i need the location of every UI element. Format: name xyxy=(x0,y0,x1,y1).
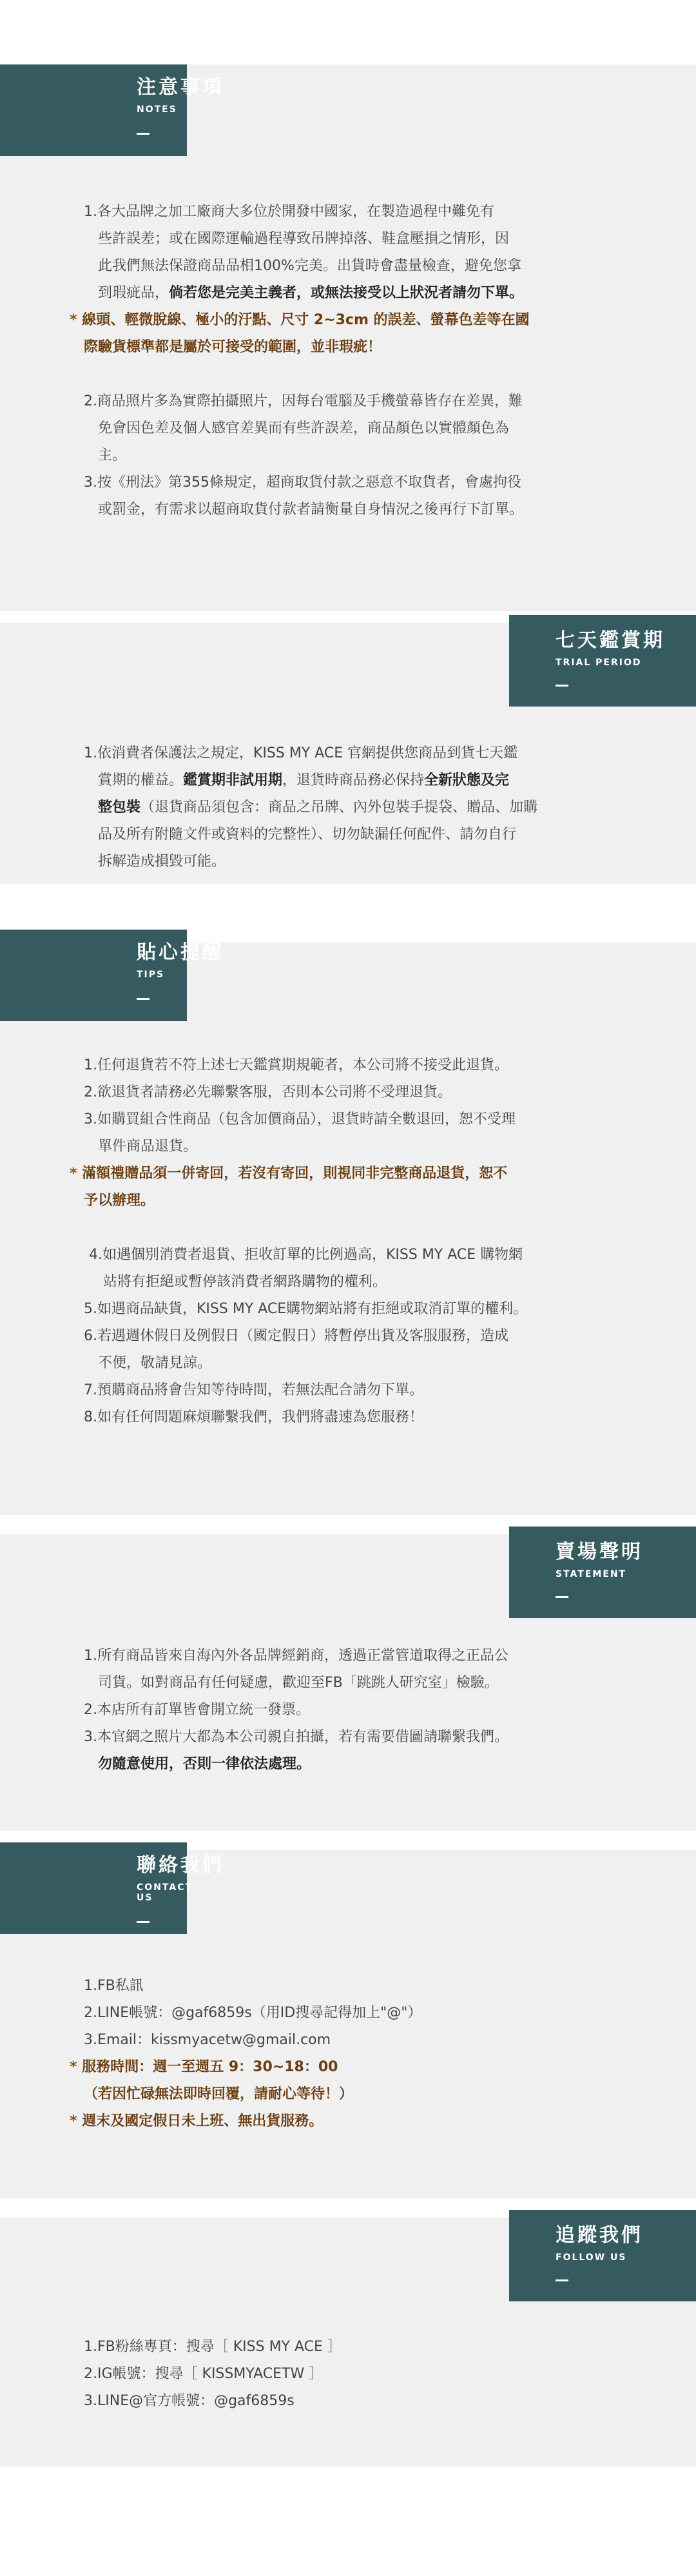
tips-line: 7.預購商品將會告知等待時間，若無法配合請勿下單。 xyxy=(84,1382,423,1398)
tips-section xyxy=(0,942,696,1515)
follow-line: 3.LINE@官方帳號：@gaf6859s xyxy=(84,2393,295,2409)
spacer xyxy=(84,1215,619,1242)
notes-dash xyxy=(137,133,150,135)
tips-dash xyxy=(137,998,150,1000)
notes-warning xyxy=(70,307,619,334)
contact-content xyxy=(70,1973,619,2135)
notes-warning-line: 線頭、輕微脫線、極小的汙點、尺寸 2~3cm 的誤差、螢幕色差等在國 xyxy=(82,312,530,328)
trial-text: ，退貨時商品務必保持 xyxy=(282,772,425,788)
trial-bold: 全新狀態及完 xyxy=(424,772,510,788)
contact-weekend xyxy=(70,2108,619,2135)
follow-subtitle: FOLLOW US xyxy=(556,2252,627,2263)
tips-line: 單件商品退貨。 xyxy=(98,1138,198,1155)
notes-item2-line: 主。 xyxy=(98,447,127,463)
star-icon: * xyxy=(70,2113,77,2129)
notes-content xyxy=(70,199,619,523)
trial-text: 賞期的權益。 xyxy=(98,772,184,788)
tips-content xyxy=(70,1052,619,1431)
notes-item2-line: 2.商品照片多為實際拍攝照片，因每台電腦及手機螢幕皆存在差異，難 xyxy=(84,393,523,409)
trial-line: 拆解造成損毀可能。 xyxy=(98,854,226,870)
statement-title: 賣場聲明 xyxy=(556,1541,643,1563)
contact-subtitle: CONTACT US xyxy=(137,1882,193,1903)
trial-subtitle: TRIAL PERIOD xyxy=(556,658,642,668)
notes-item1-line: 些許誤差；或在國際運輸過程導致吊牌掉落、鞋盒壓損之情形，因 xyxy=(98,231,510,247)
statement-header xyxy=(509,1527,696,1618)
star-icon: * xyxy=(70,1166,77,1182)
notes-title: 注意事項 xyxy=(137,76,224,99)
notes-item1-line: 此我們無法保證商品品相100%完美。出貨時會盡量檢查，避免您拿 xyxy=(98,258,521,274)
follow-ig: 2.IG帳號：搜尋［ KISSMYACETW ］ xyxy=(84,2366,324,2382)
notes-section xyxy=(0,64,696,611)
notes-item1-line xyxy=(84,280,619,307)
contact-line: 2.LINE帳號：@gaf6859s（用ID搜尋記得加上"@"） xyxy=(84,2005,422,2021)
star-icon: * xyxy=(70,312,77,328)
spacer xyxy=(84,361,619,388)
trial-section xyxy=(0,623,696,884)
tips-line: 8.如有任何問題麻煩聯繫我們，我們將盡速為您服務！ xyxy=(84,1409,423,1425)
notes-warning-line: 際驗貨標準都是屬於可接受的範圍，並非瑕疵！ xyxy=(84,339,382,355)
contact-title: 聯絡我們 xyxy=(137,1854,224,1877)
follow-title: 追蹤我們 xyxy=(556,2224,643,2247)
trial-title: 七天鑑賞期 xyxy=(556,629,665,652)
notes-item2-line: 免會因色差及個人感官差異而有些許誤差，商品顏色以實體顏色為 xyxy=(98,420,510,436)
tips-header xyxy=(0,930,224,1021)
contact-weekend-text: 週末及國定假日未上班、無出貨服務。 xyxy=(82,2113,324,2129)
statement-content xyxy=(84,1643,619,1778)
tips-line: 不便，敬請見諒。 xyxy=(98,1355,212,1371)
trial-line xyxy=(84,767,619,794)
statement-line: 2.本店所有訂單皆會開立統一發票。 xyxy=(84,1702,310,1718)
notes-subtitle: NOTES xyxy=(137,104,177,115)
contact-dash xyxy=(137,1921,150,1923)
statement-dash xyxy=(556,1596,568,1598)
follow-header xyxy=(509,2210,696,2301)
contact-section xyxy=(0,1850,696,2198)
notes-item1-line: 1.各大品牌之加工廠商大多位於開發中國家，在製造過程中難免有 xyxy=(84,204,494,220)
tips-line: 站將有拒絕或暫停該消費者網路購物的權利。 xyxy=(103,1274,387,1290)
follow-dash xyxy=(556,2279,568,2281)
notes-item3-line: 或罰金，有需求以超商取貨付款者請衡量自身情況之後再行下訂單。 xyxy=(98,502,524,518)
statement-section xyxy=(0,1534,696,1831)
trial-bold: 整包裝 xyxy=(98,799,141,815)
notes-item1-bold: 倘若您是完美主義者，或無法接受以上狀況者請勿下單。 xyxy=(169,285,524,301)
statement-line: 勿隨意使用，否則一律依法處理。 xyxy=(98,1756,311,1772)
tips-line: 1.任何退貨若不符上述七天鑑賞期規範者，本公司將不接受此退貨。 xyxy=(84,1057,508,1073)
tips-line: 6.若遇週休假日及例假日（國定假日）將暫停出貨及客服服務，造成 xyxy=(84,1328,508,1344)
trial-line: 1.依消費者保護法之規定，KISS MY ACE 官網提供您商品到貨七天鑑 xyxy=(84,745,518,761)
trial-bold: 鑑賞期非試用期 xyxy=(183,772,283,788)
contact-email: 3.Email：kissmyacetw@gmail.com xyxy=(84,2032,331,2048)
tips-line: 2.欲退貨者請務必先聯繫客服，否則本公司將不受理退貨。 xyxy=(84,1084,452,1100)
follow-section xyxy=(0,2218,696,2466)
notes-item3-line: 3.按《刑法》第355條規定，超商取貨付款之惡意不取貨者，會處拘役 xyxy=(84,474,521,491)
tips-warning-line: 滿額禮贈品須一併寄回，若沒有寄回，則視同非完整商品退貨，恕不 xyxy=(82,1166,508,1182)
statement-line: 司貨。如對商品有任何疑慮，歡迎至FB「跳跳人研究室」檢驗。 xyxy=(98,1675,499,1691)
follow-content xyxy=(84,2334,619,2415)
tips-line: 5.如遇商品缺貨，KISS MY ACE購物網站將有拒絕或取消訂單的權利。 xyxy=(84,1301,528,1317)
tips-line: 4.如遇個別消費者退貨、拒收訂單的比例過高，KISS MY ACE 購物網 xyxy=(89,1247,523,1263)
tips-warning-line: 予以辦理。 xyxy=(84,1193,155,1209)
trial-content xyxy=(84,740,619,875)
tips-subtitle: TIPS xyxy=(137,970,165,980)
trial-line: 品及所有附隨文件或資料的完整性）、切勿缺漏任何配件、請勿自行 xyxy=(98,826,517,843)
statement-subtitle: STATEMENT xyxy=(556,1569,627,1579)
tips-warning xyxy=(70,1160,619,1187)
contact-hours xyxy=(70,2054,619,2081)
statement-line: 3.本官網之照片大都為本公司親自拍攝，若有需要借圖請聯繫我們。 xyxy=(84,1729,508,1745)
contact-header xyxy=(0,1842,224,1934)
contact-fb: 1.FB私訊 xyxy=(84,1978,144,1994)
tips-line: 3.如購買組合性商品（包含加價商品），退貨時請全數退回，恕不受理 xyxy=(84,1111,516,1127)
trial-header xyxy=(509,615,696,707)
contact-hours-note: （若因忙碌無法即時回覆，請耐心等待！） xyxy=(84,2086,354,2102)
tips-title: 貼心提醒 xyxy=(137,941,224,964)
trial-dash xyxy=(556,685,568,687)
trial-text: （退貨商品須包含：商品之吊牌、內外包裝手提袋、贈品、加購 xyxy=(140,799,538,815)
statement-line: 1.所有商品皆來自海內外各品牌經銷商，透過正當管道取得之正品公 xyxy=(84,1648,508,1664)
notes-header xyxy=(0,64,224,156)
notes-item1-plain: 到瑕疵品， xyxy=(98,285,169,301)
star-icon: * xyxy=(70,2059,77,2075)
follow-fb: 1.FB粉絲專頁：搜尋［ KISS MY ACE ］ xyxy=(84,2339,342,2355)
contact-hours-text: 服務時間：週一至週五 9：30~18：00 xyxy=(82,2059,338,2075)
trial-line xyxy=(84,794,619,821)
